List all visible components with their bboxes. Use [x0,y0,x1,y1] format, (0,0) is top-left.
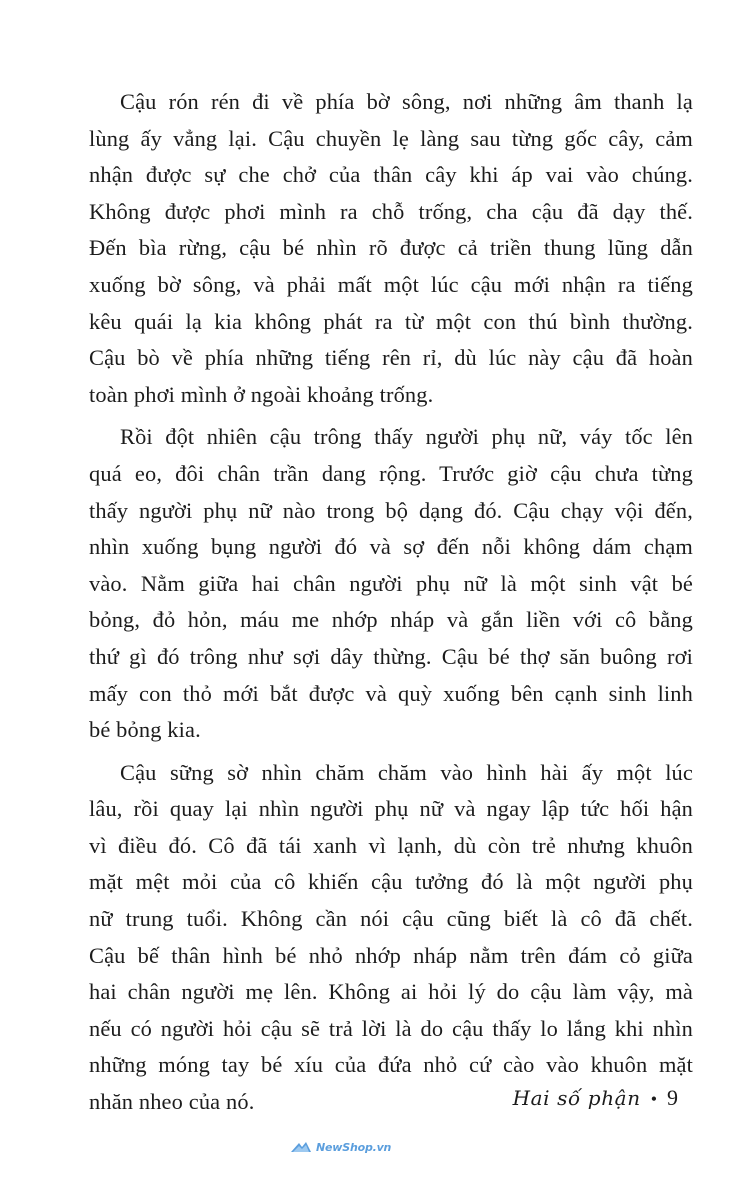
page-number: 9 [667,1085,678,1110]
text-line: xuống bờ sông, và phải mất một lúc cậu mới nhận ra tiếng [89,271,693,297]
text-line: nhìn xuống bụng người đó và sợ đến nỗi không dám chạm [89,534,693,560]
text-line: mấy con thỏ mới bắt được và quỳ xuống bên cạnh sinh linh [89,680,693,706]
body-text [89,84,693,1127]
text-line: nếu có người hỏi cậu sẽ trả lời là do cậu thấy lo lắng khi nhìn [89,1015,693,1041]
text-line: Rồi đột nhiên cậu trông thấy người phụ nữ, váy tốc lên [120,424,693,450]
text-line: mặt mệt mỏi của cô khiến cậu tưởng đó là một người phụ [89,869,693,895]
running-title: Hai số phận [512,1086,641,1110]
text-line: Không được phơi mình ra chỗ trống, cha cậu đã dạy thế. [89,198,693,224]
text-line: Đến bìa rừng, cậu bé nhìn rõ được cả triền thung lũng dẫn [89,235,693,261]
text-line: quá eo, đôi chân trần dang rộng. Trước giờ cậu chưa từng [89,460,693,486]
text-line: hai chân người mẹ lên. Không ai hỏi lý do cậu làm vậy, mà [89,979,693,1005]
text-line: vì điều đó. Cô đã tái xanh vì lạnh, dù còn trẻ nhưng khuôn [89,832,693,858]
text-line: những móng tay bé xíu của đứa nhỏ cứ cào vào khuôn mặt [89,1052,693,1078]
text-line: Cậu sững sờ nhìn chăm chăm vào hình hài ấy một lúc [120,759,693,785]
text-line: thứ gì đó trông như sợi dây thừng. Cậu bé thợ săn buông rơi [89,643,693,669]
text-line: lùng ấy vẳng lại. Cậu chuyền lẹ làng sau từng gốc cây, cảm [89,125,693,151]
text-line: Cậu bế thân hình bé nhỏ nhớp nháp nằm trên đám cỏ giữa [89,942,693,968]
text-line: Cậu rón rén đi về phía bờ sông, nơi những âm thanh lạ [120,89,693,114]
text-line: nhận được sự che chở của thân cây khi áp vai vào chúng. [89,162,693,188]
paragraph [89,419,693,748]
text-line: nhăn nheo của nó. [89,1089,255,1115]
text-line: bé bỏng kia. [89,717,201,743]
text-line: thấy người phụ nữ nào trong bộ dạng đó. Cậu chạy vội đến, [89,497,693,523]
paragraph [89,755,693,1121]
watermark-text: NewShop.vn [316,1140,392,1154]
page-footer [513,1085,678,1119]
text-line: vào. Nằm giữa hai chân người phụ nữ là một sinh vật bé [89,570,693,596]
watermark [290,1140,391,1154]
text-line: Cậu bò về phía những tiếng rên rỉ, dù lúc này cậu đã hoàn [89,345,693,371]
text-line: lâu, rồi quay lại nhìn người phụ nữ và ngay lập tức hối hận [89,796,693,822]
newshop-logo-icon [290,1140,312,1154]
text-line: nữ trung tuổi. Không cần nói cậu cũng biết là cô đã chết. [89,906,693,932]
paragraph [89,84,693,413]
text-line: bỏng, đỏ hỏn, máu me nhớp nháp và gắn liền với cô bằng [89,607,693,633]
text-line: toàn phơi mình ở ngoài khoảng trống. [89,381,434,407]
footer-bullet: • [650,1089,657,1109]
text-line: kêu quái lạ kia không phát ra từ một con thú bình thường. [89,308,693,334]
